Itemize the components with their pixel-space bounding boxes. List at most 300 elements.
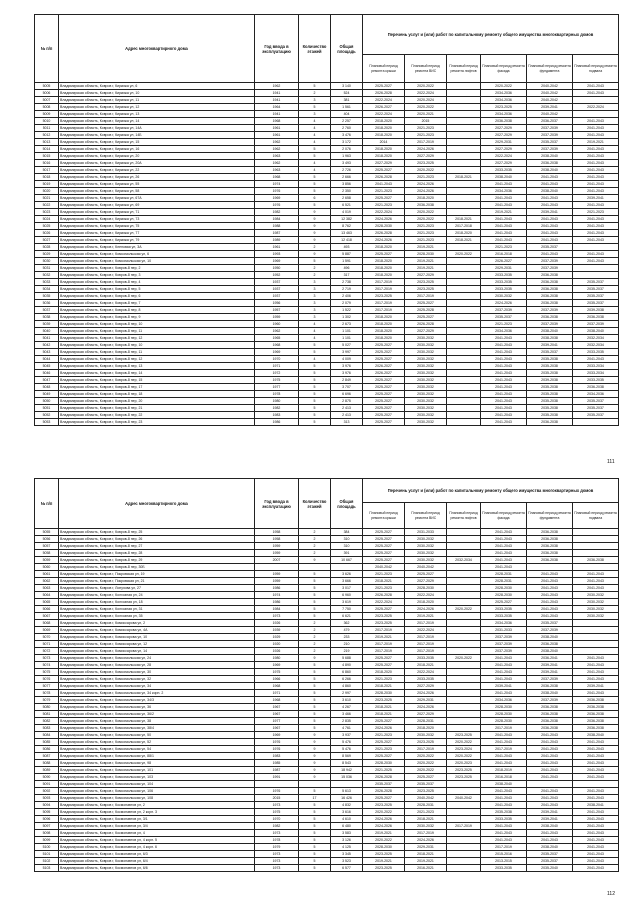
cell-roof: 2021-2023 — [363, 585, 405, 592]
cell-roof: 2019-2021 — [363, 634, 405, 641]
table-row — [35, 718, 619, 725]
cell-floors: 5 — [299, 613, 331, 620]
cell-basement: 2041-2043 — [573, 858, 619, 865]
cell-num: 5052 — [35, 412, 59, 419]
cell-year: 1986 — [255, 419, 299, 426]
cell-lift — [447, 188, 481, 195]
cell-area: 6 480 — [331, 823, 363, 830]
table-row — [35, 858, 619, 865]
cell-basement: 2036-2038 — [573, 718, 619, 725]
cell-area: 18 942 — [331, 767, 363, 774]
cell-foundation — [527, 781, 573, 788]
cell-foundation: 2035-2038 — [527, 384, 573, 391]
cell-lift: 2023-2025 — [447, 732, 481, 739]
cell-facade: 2028-2030 — [481, 704, 527, 711]
cell-year: 1964 — [255, 104, 299, 111]
cell-area: 3 616 — [331, 809, 363, 816]
col-floors-header: Количество этажей — [299, 15, 331, 83]
cell-basement: 2038-2040 — [573, 732, 619, 739]
cell-vis: 2024-2026 — [405, 704, 447, 711]
cell-basement: 2041-2043 — [573, 160, 619, 167]
cell-vis: 2018-2020 — [405, 195, 447, 202]
table-row — [35, 529, 619, 536]
cell-facade: 2041-2043 — [481, 181, 527, 188]
cell-roof: 2024-2026 — [363, 216, 405, 223]
cell-year: 1973 — [255, 830, 299, 837]
cell-lift — [447, 788, 481, 795]
cell-year: 1937 — [255, 279, 299, 286]
cell-foundation: 2041-2043 — [527, 237, 573, 244]
cell-foundation: 2036-2038 — [527, 286, 573, 293]
cell-lift — [447, 202, 481, 209]
cell-roof: 2025-2027 — [363, 529, 405, 536]
table-row — [35, 125, 619, 132]
cell-facade: 2037-2039 — [481, 634, 527, 641]
cell-year: 1962 — [255, 139, 299, 146]
cell-vis: 2027-2029 — [405, 711, 447, 718]
cell-roof: 2025-2027 — [363, 739, 405, 746]
cell-basement: 2033-2034 — [573, 370, 619, 377]
table-row — [35, 272, 619, 279]
cell-vis: 2020-2022 — [405, 167, 447, 174]
table-row — [35, 627, 619, 634]
cell-vis: 2021-2023 — [405, 132, 447, 139]
cell-foundation: 2041-2043 — [527, 578, 573, 585]
cell-floors: 9 — [299, 230, 331, 237]
cell-lift — [447, 634, 481, 641]
cell-year: 1969 — [255, 349, 299, 356]
cell-floors: 5 — [299, 599, 331, 606]
cell-foundation: 2038-2038 — [527, 335, 573, 342]
cell-vis: 2031-2033 — [405, 529, 447, 536]
cell-area: 12 382 — [331, 216, 363, 223]
page-112 — [34, 478, 618, 872]
cell-floors: 5 — [299, 683, 331, 690]
cell-facade: 2033-2035 — [481, 272, 527, 279]
cell-area: 2 658 — [331, 195, 363, 202]
cell-basement: 2041-2043 — [573, 816, 619, 823]
cell-num: 5099 — [35, 837, 59, 844]
cell-roof: 2021-2025 — [363, 767, 405, 774]
cell-basement: 2041-2043 — [573, 760, 619, 767]
cell-lift — [447, 816, 481, 823]
table-row — [35, 279, 619, 286]
cell-roof: 2021-2023 — [363, 202, 405, 209]
cell-num: 5057 — [35, 543, 59, 550]
cell-facade: 2041-2043 — [481, 788, 527, 795]
cell-year: 1987 — [255, 767, 299, 774]
cell-num: 5014 — [35, 146, 59, 153]
cell-facade: 2034-2036 — [481, 620, 527, 627]
table-row — [35, 676, 619, 683]
cell-area: 3 583 — [331, 830, 363, 837]
cell-lift — [447, 578, 481, 585]
cell-roof: 2018-2021 — [363, 704, 405, 711]
cell-basement — [573, 564, 619, 571]
cell-facade: 2034-2036 — [481, 111, 527, 118]
cell-basement: 2041-2043 — [573, 237, 619, 244]
cell-roof: 2025-2027 — [363, 718, 405, 725]
cell-foundation: 2040-2042 — [527, 111, 573, 118]
cell-year: 1941 — [255, 90, 299, 97]
cell-address: Владимирская область, Ковров г, Комсомольская ул, 34/3 — [59, 697, 255, 704]
cell-address: Владимирская область, Ковров г, Ковров-8 пер, 3 — [59, 272, 255, 279]
table-row — [35, 697, 619, 704]
cell-address: Владимирская область, Ковров г, Комсомольская ул, 36 — [59, 704, 255, 711]
cell-roof: 2018-2020 — [363, 321, 405, 328]
cell-foundation: 2035-2037 — [527, 858, 573, 865]
cell-basement: 2041-2043 — [573, 865, 619, 872]
cell-num: 5051 — [35, 405, 59, 412]
cell-basement — [573, 627, 619, 634]
cell-num: 5070 — [35, 634, 59, 641]
cell-address: Владимирская область, Ковров г, Космонавтов ул, 3/1 — [59, 816, 255, 823]
cell-year: 1967 — [255, 725, 299, 732]
cell-num: 5085 — [35, 739, 59, 746]
cell-lift: 2040-2042 — [447, 795, 481, 802]
cell-foundation: 2037-2039 — [527, 125, 573, 132]
cell-lift — [447, 419, 481, 426]
cell-lift — [447, 599, 481, 606]
cell-area: 2 835 — [331, 718, 363, 725]
cell-address: Владимирская область, Ковров г, Ковров-8 пер, 10 — [59, 321, 255, 328]
cell-floors: 3 — [299, 97, 331, 104]
cell-address: Владимирская область, Ковров г, Ковров-8 пер, 28 — [59, 550, 255, 557]
cell-area: 219 — [331, 648, 363, 655]
cell-vis: 2016-2021 — [405, 865, 447, 872]
cell-floors: 4 — [299, 321, 331, 328]
cell-lift — [447, 564, 481, 571]
cell-basement: 2041-2043 — [573, 739, 619, 746]
cell-foundation: 2036-2038 — [527, 683, 573, 690]
cell-vis: 2017-2019 — [405, 830, 447, 837]
cell-facade: 2041-2043 — [481, 690, 527, 697]
cell-basement: 2036-2038 — [573, 711, 619, 718]
table-row — [35, 760, 619, 767]
cell-area: 4 009 — [331, 356, 363, 363]
cell-facade: 2033-2035 — [481, 279, 527, 286]
table-row — [35, 564, 619, 571]
cell-num: 5029 — [35, 251, 59, 258]
cell-foundation: 2041-2043 — [527, 174, 573, 181]
cell-address: Владимирская область, Ковров г, Киркижа ул, 20 — [59, 153, 255, 160]
cell-vis: 2027-2029 — [405, 328, 447, 335]
cell-floors: 5 — [299, 865, 331, 872]
cell-roof: 2018-2021 — [363, 711, 405, 718]
cell-foundation: 2038-2040 — [527, 844, 573, 851]
cell-year: 1982 — [255, 823, 299, 830]
cell-foundation: 2041-2043 — [527, 216, 573, 223]
table-row — [35, 802, 619, 809]
cell-area: 3 172 — [331, 139, 363, 146]
cell-facade: 2041-2043 — [481, 237, 527, 244]
table-row — [35, 181, 619, 188]
cell-foundation: 2041-2043 — [527, 767, 573, 774]
cell-area: 2 726 — [331, 167, 363, 174]
cell-roof: 2018-2020 — [363, 265, 405, 272]
cell-year: 1976 — [255, 202, 299, 209]
cell-basement: 2021-2023 — [573, 209, 619, 216]
cell-address: Владимирская область, Ковров г, Ковров-8 пер, 27 — [59, 543, 255, 550]
table-row — [35, 725, 619, 732]
cell-num: 5077 — [35, 683, 59, 690]
cell-address: Владимирская область, Ковров г, Ковров-8 пер, 25 — [59, 529, 255, 536]
cell-facade: 2034-2036 — [481, 697, 527, 704]
cell-num: 5053 — [35, 419, 59, 426]
cell-area: 384 — [331, 529, 363, 536]
cell-address: Владимирская область, Ковров г, Комсомольская ул, 88/1 — [59, 753, 255, 760]
cell-vis: 2033-2035 — [405, 676, 447, 683]
cell-foundation: 2041-2043 — [527, 753, 573, 760]
cell-num: 5082 — [35, 718, 59, 725]
table-row — [35, 550, 619, 557]
cell-address: Владимирская область, Ковров г, Ковров-8 пер, 14 — [59, 370, 255, 377]
cell-year: 1962 — [255, 146, 299, 153]
table-row — [35, 592, 619, 599]
cell-floors: 2 — [299, 543, 331, 550]
cell-vis: 2030-2032 — [405, 335, 447, 342]
cell-area: 16 426 — [331, 795, 363, 802]
cell-foundation: 2036-2038 — [527, 543, 573, 550]
cell-facade: 2041-2043 — [481, 753, 527, 760]
cell-year: 1960 — [255, 321, 299, 328]
cell-foundation: 2035-2038 — [527, 356, 573, 363]
cell-floors: 9 — [299, 237, 331, 244]
col-year-header: Год ввода в эксплуатацию — [255, 15, 299, 83]
cell-area: 493 — [331, 244, 363, 251]
cell-facade: 2028-2030 — [481, 711, 527, 718]
cell-area: 2 673 — [331, 321, 363, 328]
cell-vis: 2030-2032 — [405, 398, 447, 405]
table-row — [35, 851, 619, 858]
cell-lift: 2020-2022 — [447, 655, 481, 662]
cell-lift — [447, 370, 481, 377]
cell-foundation: 2041-2043 — [527, 592, 573, 599]
cell-lift — [447, 690, 481, 697]
cell-foundation: 2038-2040 — [527, 328, 573, 335]
cell-num: 5072 — [35, 648, 59, 655]
col-roof-header: Плановый период ремонта крыши — [363, 503, 405, 529]
cell-roof: 2018-2020 — [363, 335, 405, 342]
table-row — [35, 349, 619, 356]
col-floors-header: Количество этажей — [299, 479, 331, 529]
cell-address: Владимирская область, Ковров г, Ковров-8 пер, 11 — [59, 328, 255, 335]
cell-year: 1961 — [255, 132, 299, 139]
cell-facade: 2035-2038 — [481, 809, 527, 816]
cell-area: 391 — [331, 550, 363, 557]
cell-year: 1984 — [255, 606, 299, 613]
cell-lift: 2018-2020 — [447, 230, 481, 237]
cell-year: 1972 — [255, 370, 299, 377]
cell-floors: 2 — [299, 90, 331, 97]
cell-area: 3 523 — [331, 858, 363, 865]
cell-facade: 2019-2021 — [481, 209, 527, 216]
cell-floors: 5 — [299, 844, 331, 851]
cell-num: 5011 — [35, 125, 59, 132]
cell-year: 1958 — [255, 529, 299, 536]
cell-year: 1976 — [255, 188, 299, 195]
cell-foundation: 2036-2038 — [527, 314, 573, 321]
cell-vis: 2030-2032 — [405, 391, 447, 398]
cell-year: 1970 — [255, 816, 299, 823]
cell-lift — [447, 335, 481, 342]
cell-address: Владимирская область, Ковров г, Комсомольская ул, 38 — [59, 718, 255, 725]
table-body — [35, 83, 619, 426]
cell-year: 1968 — [255, 697, 299, 704]
cell-roof: 2018-2020 — [363, 272, 405, 279]
cell-floors: 2 — [299, 641, 331, 648]
cell-area: 3 937 — [331, 732, 363, 739]
cell-num: 5064 — [35, 592, 59, 599]
table-row — [35, 865, 619, 872]
cell-roof: 2017-2019 — [363, 641, 405, 648]
cell-roof: 2017-2019 — [363, 648, 405, 655]
cell-basement: 2041-2043 — [573, 795, 619, 802]
cell-lift — [447, 641, 481, 648]
cell-facade: 2013-2015 — [481, 858, 527, 865]
cell-basement: 2041-2043 — [573, 844, 619, 851]
cell-num: 5027 — [35, 237, 59, 244]
cell-basement: 2041-2043 — [573, 690, 619, 697]
cell-vis: 2019-2021 — [405, 265, 447, 272]
cell-area: 10 667 — [331, 557, 363, 564]
cell-basement: 2039-2038 — [573, 307, 619, 314]
cell-facade: 2041-2043 — [481, 662, 527, 669]
cell-area: 1 963 — [331, 153, 363, 160]
cell-facade: 2041-2043 — [481, 529, 527, 536]
table-row — [35, 683, 619, 690]
cell-area: 1 101 — [331, 335, 363, 342]
cell-num: 5080 — [35, 704, 59, 711]
cell-basement: 2041-2043 — [573, 753, 619, 760]
cell-foundation: 2036-2038 — [527, 550, 573, 557]
cell-num: 5067 — [35, 613, 59, 620]
cell-num: 5055 — [35, 529, 59, 536]
cell-facade: 2033-2035 — [481, 286, 527, 293]
table-row — [35, 746, 619, 753]
cell-num: 5075 — [35, 669, 59, 676]
cell-foundation: 2037-2039 — [527, 307, 573, 314]
cell-address: Владимирская область, Ковров г, Комсомольская ул, 30 — [59, 669, 255, 676]
cell-vis: 2030-2032 — [405, 349, 447, 356]
cell-facade: 2034-2036 — [481, 90, 527, 97]
cell-facade: 2041-2043 — [481, 823, 527, 830]
cell-facade: 2041-2043 — [481, 398, 527, 405]
table-row — [35, 363, 619, 370]
cell-num: 5028 — [35, 244, 59, 251]
cell-facade: 2041-2043 — [481, 391, 527, 398]
cell-floors: 5 — [299, 391, 331, 398]
cell-num: 5060 — [35, 564, 59, 571]
table-row — [35, 216, 619, 223]
cell-vis: 2025-2027 — [405, 300, 447, 307]
cell-vis: 2021-2023 — [405, 809, 447, 816]
cell-area: 6 860 — [331, 669, 363, 676]
cell-year: 1993 — [255, 251, 299, 258]
cell-basement — [573, 111, 619, 118]
cell-facade: 2041-2043 — [481, 384, 527, 391]
cell-roof: 2020-2022 — [363, 809, 405, 816]
cell-basement: 2041-2043 — [573, 788, 619, 795]
cell-roof: 2026-2027 — [363, 370, 405, 377]
table-row — [35, 704, 619, 711]
cell-facade: 2041-2043 — [481, 335, 527, 342]
cell-basement: 2035-2037 — [573, 279, 619, 286]
cell-lift — [447, 293, 481, 300]
cell-num: 5044 — [35, 356, 59, 363]
cell-basement: 2041-2043 — [573, 823, 619, 830]
cell-vis: 2018-2021 — [405, 816, 447, 823]
cell-num: 5019 — [35, 181, 59, 188]
cell-foundation: 2035-2037 — [527, 244, 573, 251]
cell-vis: 2030-2032 — [405, 363, 447, 370]
cell-floors: 9 — [299, 739, 331, 746]
cell-floors: 5 — [299, 788, 331, 795]
cell-foundation: 2035-2040 — [527, 865, 573, 872]
cell-vis: 2028-2030 — [405, 251, 447, 258]
cell-basement — [573, 529, 619, 536]
cell-num: 5009 — [35, 111, 59, 118]
table-row — [35, 391, 619, 398]
cell-basement: 2035-2037 — [573, 398, 619, 405]
cell-num: 5063 — [35, 585, 59, 592]
cell-basement: 2041-2043 — [573, 767, 619, 774]
table-row — [35, 781, 619, 788]
cell-foundation: 2036-2038 — [527, 536, 573, 543]
cell-year: 1961 — [255, 125, 299, 132]
cell-lift — [447, 809, 481, 816]
cell-lift — [447, 543, 481, 550]
cell-address: Владимирская область, Ковров г, Колхозная ул, 24 — [59, 592, 255, 599]
cell-vis: 2021-2023 — [405, 230, 447, 237]
table-row — [35, 384, 619, 391]
cell-year: 1952 — [255, 272, 299, 279]
cell-year: 1977 — [255, 718, 299, 725]
table-row — [35, 823, 619, 830]
col-works-header: Перечень услуг и (или) работ по капитальному ремонту общего имущества многоквартирных домов — [363, 15, 619, 55]
cell-year: 1969 — [255, 258, 299, 265]
cell-year — [255, 781, 299, 788]
cell-facade: 2036-2038 — [481, 118, 527, 125]
cell-roof: 2025-2027 — [363, 606, 405, 613]
cell-roof: 2022-2024 — [363, 209, 405, 216]
cell-facade: 2037-2039 — [481, 641, 527, 648]
cell-lift — [447, 592, 481, 599]
cell-basement: 2041-2043 — [573, 202, 619, 209]
page-number: 111 — [607, 459, 615, 465]
cell-roof: 2023-2025 — [363, 613, 405, 620]
cell-facade: 2030-2032 — [481, 293, 527, 300]
cell-roof: 2041-2043 — [363, 181, 405, 188]
table-row — [35, 258, 619, 265]
cell-num: 5024 — [35, 216, 59, 223]
table-row — [35, 844, 619, 851]
cell-lift — [447, 272, 481, 279]
cell-vis: 2024-2026 — [405, 188, 447, 195]
cell-lift — [447, 300, 481, 307]
col-area-header: Общая площадь — [331, 15, 363, 83]
cell-facade: 2041-2043 — [481, 223, 527, 230]
cell-year — [255, 564, 299, 571]
cell-year: 1976 — [255, 746, 299, 753]
cell-area: 7 750 — [331, 606, 363, 613]
cell-roof: 2024-2026 — [363, 823, 405, 830]
cell-foundation: 2036-2038 — [527, 718, 573, 725]
cell-year: 1968 — [255, 118, 299, 125]
cell-vis: 2028-2031 — [405, 718, 447, 725]
cell-foundation: 2041-2043 — [527, 599, 573, 606]
cell-basement: 2041-2043 — [573, 251, 619, 258]
